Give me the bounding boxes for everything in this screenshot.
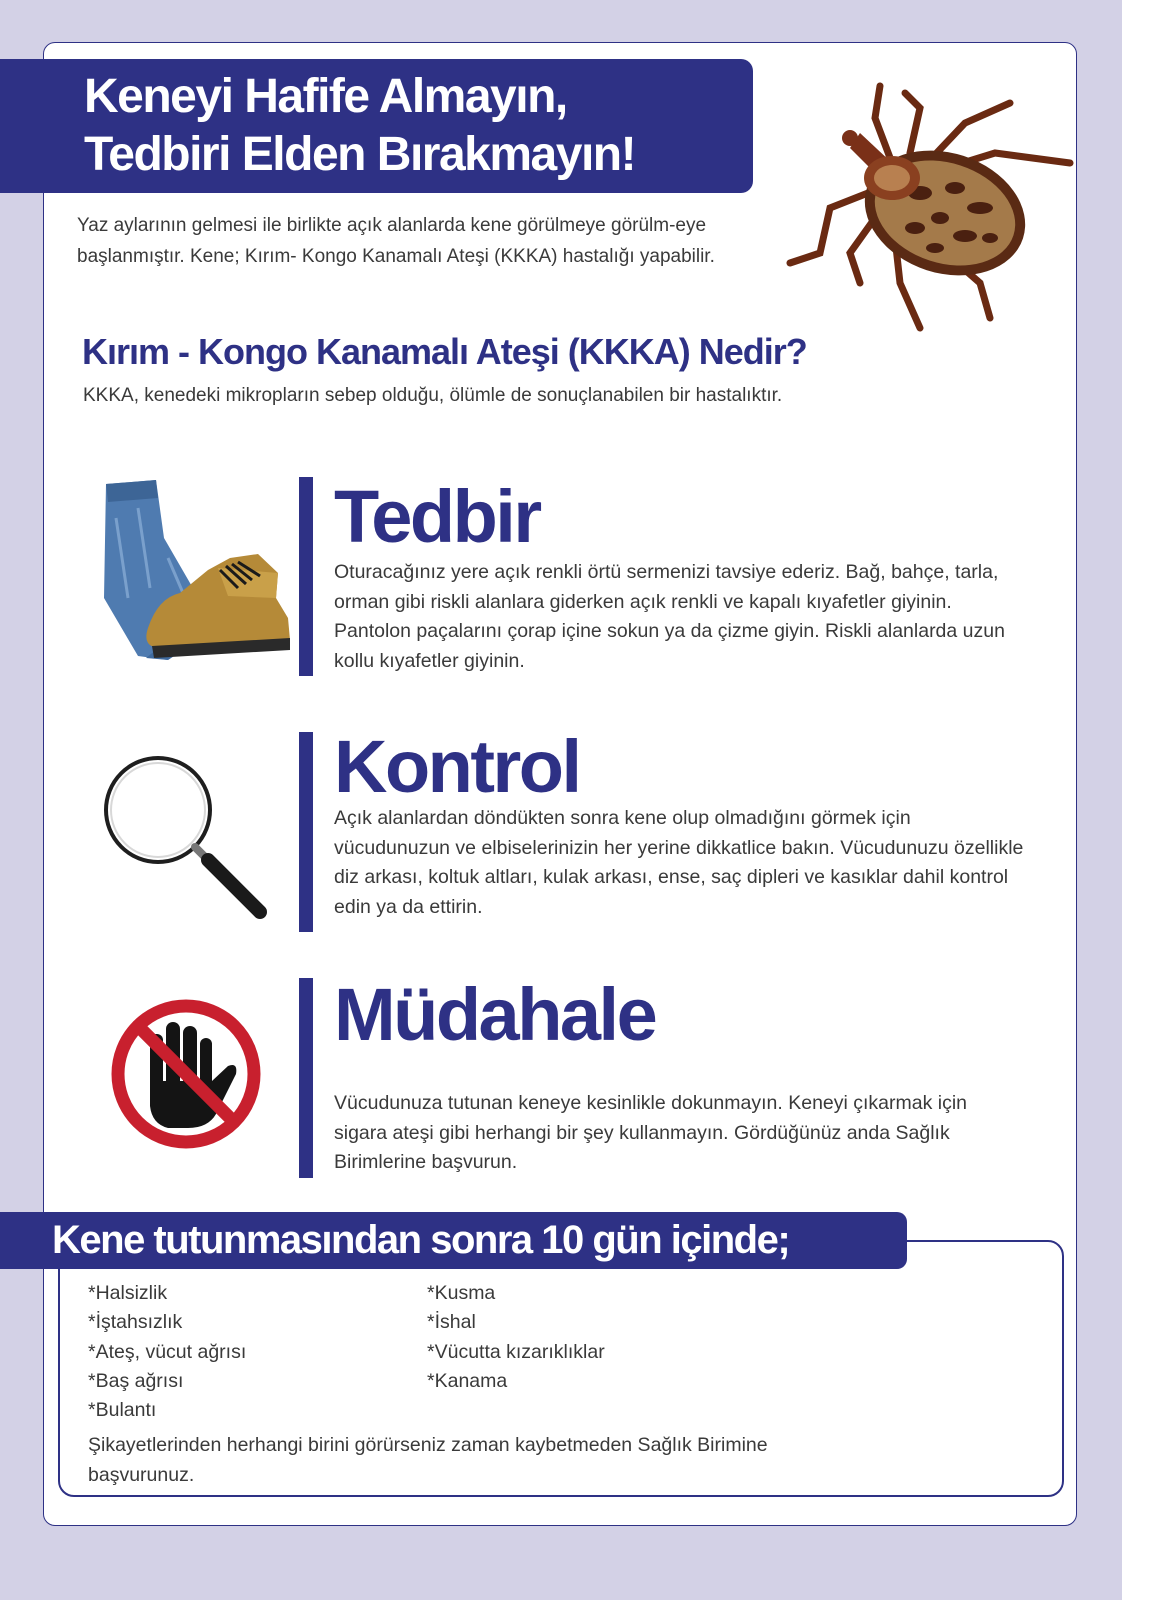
section-title-kontrol: Kontrol (334, 725, 580, 808)
symptoms-banner (0, 1212, 907, 1269)
list-item: *Vücutta kızarıklıklar (427, 1340, 605, 1363)
section-divider-tedbir (299, 477, 313, 676)
list-item: *Bulantı (88, 1399, 157, 1422)
section-text-mudahale: Vücudunuza tutunan keneye kesinlikle dokunmayın. Keneyi çıkarmak için sigara ateşi gibi herhangi bir şey kullanmayın. Gördüğünüz anda Sağlık Birimlerine başvurun. (334, 1092, 968, 1173)
section-title-tedbir: Tedbir (334, 475, 540, 558)
symptoms-heading: Kene tutunmasından sonra 10 gün içinde; (52, 1218, 790, 1262)
symptoms-list-right (427, 1279, 605, 1396)
list-item: *İshal (427, 1311, 476, 1334)
list-item: *Ateş, vücut ağrısı (88, 1340, 247, 1363)
list-item: *Kanama (427, 1369, 508, 1392)
no-touch-hand-icon (108, 996, 264, 1152)
kkka-description: KKKA, kenedeki mikropların sebep olduğu, ölümle de sonuçlanabilen bir hastalıktır. (83, 385, 783, 406)
clothing-boots-icon (98, 478, 296, 666)
tick-icon (780, 78, 1080, 333)
list-item: *Halsizlik (88, 1282, 168, 1304)
section-text-tedbir: Oturacağınız yere açık renkli örtü sermenizi tavsiye ederiz. Bağ, bahçe, tarla, orman gibi riskli alanlara giderken açık renkli ve kapalı kıyafetler giyinin. Pantolon paçalarını çorap içine sokun ya da çizme giyin. Riskli alanlarda uzun kollu kıyafetler giyinin. (334, 561, 1005, 672)
title-line-1: Keneyi Hafife Almayın, (84, 70, 567, 123)
intro-text: Yaz aylarının gelmesi ile birlikte açık alanlarda kene görülmeye görülm-eye başlanmıştır. Kene; Kırım- Kongo Kanamalı Ateşi (KKKA) hastalığı yapabilir. (77, 215, 715, 267)
magnifying-glass-icon (100, 752, 270, 922)
title-banner (0, 59, 753, 193)
list-item: *Kusma (427, 1282, 496, 1304)
section-divider-mudahale (299, 978, 313, 1178)
kkka-heading: Kırım - Kongo Kanamalı Ateşi (KKKA) Nedir? (82, 331, 807, 372)
page-edge (1122, 0, 1155, 1600)
section-title-mudahale: Müdahale (334, 973, 656, 1056)
list-item: *İştahsızlık (88, 1311, 183, 1334)
closing-text: Şikayetlerinden herhangi birini görürseniz zaman kaybetmeden Sağlık Birimine başvurunuz. (88, 1434, 768, 1486)
list-item: *Baş ağrısı (88, 1369, 184, 1392)
section-text-kontrol: Açık alanlardan döndükten sonra kene olup olmadığını görmek için vücudunuzun ve elbiselerinizin her yerine dikkatlice bakın. Vücudunuzu özellikle diz arkası, koltuk altları, kulak arkası, ense, saç dipleri ve kasıklar dahil kontrol edin ya da ettirin. (334, 807, 1024, 918)
section-divider-kontrol (299, 732, 313, 932)
symptoms-list-left (88, 1279, 246, 1425)
title-line-2: Tedbiri Elden Bırakmayın! (84, 128, 636, 181)
